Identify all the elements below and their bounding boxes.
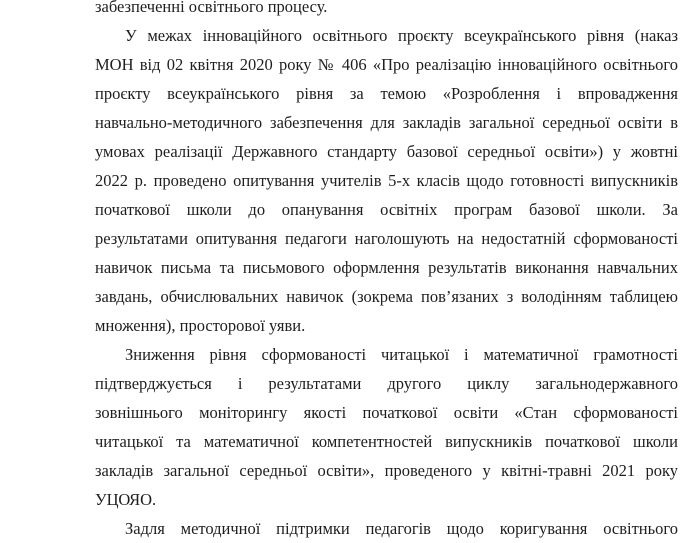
text-line: результатами опитування педагоги наголошують на недостатній сформованості	[95, 229, 678, 248]
text-line: МОН від 02 квітня 2020 року № 406 «Про реалізацію інноваційного освітнього	[95, 55, 678, 74]
text-line: 2022 р. проведено опитування учителів 5-х класів щодо готовності випускників	[95, 171, 678, 190]
text-line: Задля методичної підтримки педагогів щодо коригування освітнього	[125, 519, 678, 538]
text-line: проєкту всеукраїнського рівня за темою «Розроблення і впровадження	[95, 84, 678, 103]
text-line: Зниження рівня сформованості читацької і математичної грамотності	[125, 345, 678, 364]
paragraph	[95, 514, 678, 543]
text-line: початкової школи до опанування освітніх програм базової школи. За	[95, 200, 678, 219]
document-page	[95, 0, 678, 543]
text-line: множення), просторової уяви.	[95, 316, 306, 335]
text-line: закладів загальної середньої освіти», проведеного у квітні-травні 2021 року	[95, 461, 678, 480]
text-line: навчально-методичного забезпечення для закладів загальної середньої освіти в	[95, 113, 678, 132]
text-line: завдань, обчислювальних навичок (зокрема пов’язаних з володінням таблицею	[95, 287, 678, 306]
paragraph	[95, 21, 678, 340]
text-line: У межах інноваційного освітнього проєкту всеукраїнського рівня (наказ	[125, 26, 678, 45]
text-line: зовнішнього моніторингу якості початкової освіти «Стан сформованості	[95, 403, 678, 422]
text-line: читацької та математичної компетентностей випускників початкової школи	[95, 432, 678, 451]
text-line: забезпеченні освітнього процесу.	[95, 0, 328, 16]
text-line: УЦОЯО.	[95, 490, 157, 509]
paragraph	[95, 0, 678, 21]
paragraph	[95, 340, 678, 514]
text-line: підтверджується і результатами другого циклу загальнодержавного	[95, 374, 678, 393]
text-line: навичок письма та письмового оформлення результатів виконання навчальних	[95, 258, 678, 277]
text-line: умовах реалізації Державного стандарту базової середньої освіти») у жовтні	[95, 142, 678, 161]
